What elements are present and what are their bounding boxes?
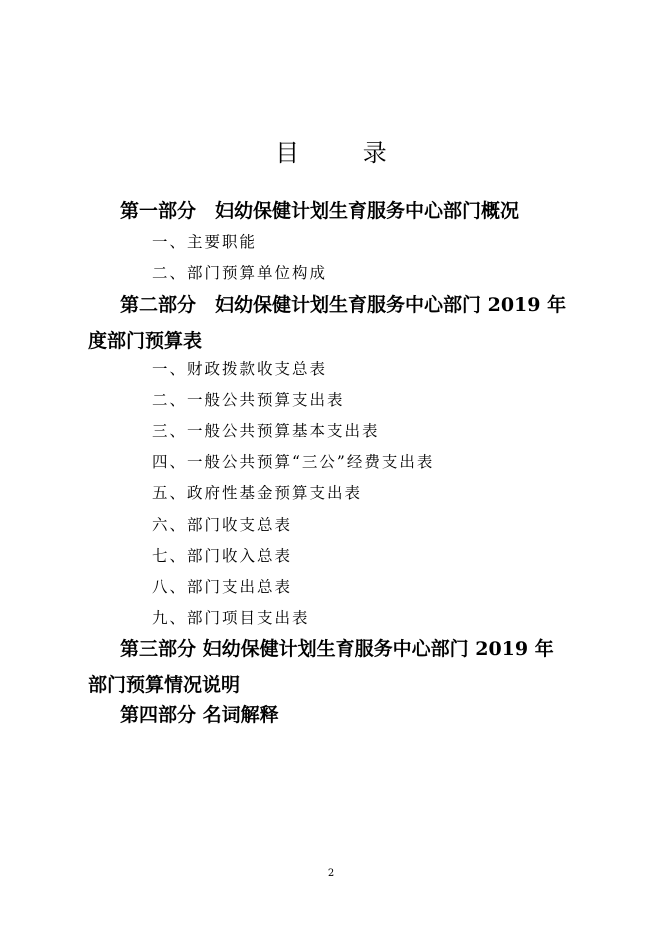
part-2-item-1: 一、财政拨款收支总表 [152,360,328,378]
part-2-item-3: 三、一般公共预算基本支出表 [152,422,380,440]
part-2-item-7: 七、部门收入总表 [152,547,293,565]
part-2-item-5: 五、政府性基金预算支出表 [152,484,363,502]
part-2-item-2: 二、一般公共预算支出表 [152,391,345,409]
part-2-item-4: 四、一般公共预算“三公”经费支出表 [152,453,435,471]
part-2-heading: 第二部分 妇幼保健计划生育服务中心部门 2019 年度部门预算表 [88,294,567,352]
page-title: 目 录 [275,139,415,167]
page-number: 2 [327,868,335,879]
part-4-heading: 第四部分 名词解释 [120,704,279,726]
part-1-item-2: 二、部门预算单位构成 [152,264,328,282]
part-1-item-1: 一、主要职能 [152,233,258,251]
part-3-heading: 第三部分 妇幼保健计划生育服务中心部门 2019 年部门预算情况说明 [88,638,554,696]
part-2-item-8: 八、部门支出总表 [152,578,293,596]
part-1-heading: 第一部分 妇幼保健计划生育服务中心部门概况 [120,200,520,222]
part-2-item-9: 九、部门项目支出表 [152,609,310,627]
part-2-item-6: 六、部门收支总表 [152,516,293,534]
